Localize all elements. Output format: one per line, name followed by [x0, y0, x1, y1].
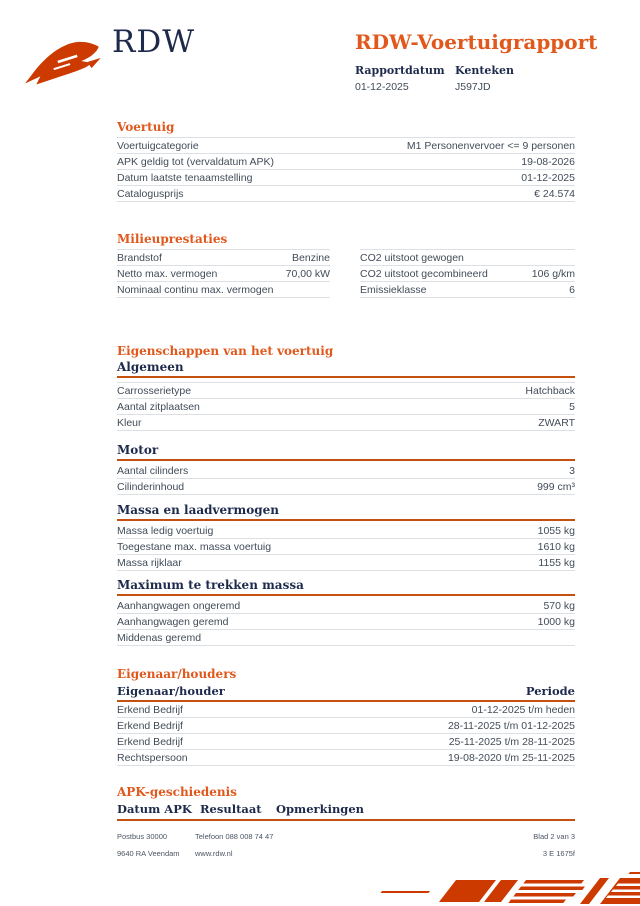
row-value: 570 kg [543, 599, 575, 612]
row-label: CO2 uitstoot gewogen [360, 251, 464, 264]
table-row [117, 154, 575, 170]
owner-table-header [117, 684, 575, 702]
section-title: Eigenaar/houders [117, 667, 237, 681]
owner-name: Erkend Bedrijf [117, 703, 183, 716]
license-plate-value: J597JD [455, 81, 491, 93]
row-label: Massa ledig voertuig [117, 524, 214, 537]
section-eigenaar-houders [117, 667, 575, 766]
table-row [117, 138, 575, 154]
footer-address-line1: Postbus 30000 [117, 832, 168, 841]
row-value: 01-12-2025 [521, 171, 575, 184]
col-datum-apk: Datum APK [117, 802, 192, 816]
row-label: APK geldig tot (vervaldatum APK) [117, 155, 274, 168]
report-date-value: 01-12-2025 [355, 81, 409, 93]
row-label: Cilinderinhoud [117, 480, 185, 493]
row-label: Kleur [117, 416, 142, 429]
footer-page-indicator: Blad 2 van 3 [533, 832, 575, 841]
owner-period: 19-08-2020 t/m 25-11-2025 [447, 751, 575, 764]
table-row [360, 250, 575, 266]
row-label: Aantal cilinders [117, 464, 189, 477]
row-label: Datum laatste tenaamstelling [117, 171, 253, 184]
subsection-title: Maximum te trekken massa [117, 578, 575, 596]
table-row [360, 266, 575, 282]
rdw-speed-graphic-icon [368, 872, 640, 906]
page-footer [117, 828, 575, 862]
table-row [360, 282, 575, 298]
owner-name: Rechtspersoon [117, 751, 188, 764]
section-eigenschappen-title [117, 344, 575, 361]
section-title: Voertuig [117, 120, 175, 134]
owner-name: Erkend Bedrijf [117, 719, 183, 732]
subsection-title: Algemeen [117, 360, 575, 378]
table-row [117, 266, 330, 282]
row-label: Emissieklasse [360, 283, 427, 296]
subsection-title: Massa en laadvermogen [117, 503, 575, 521]
table-row [117, 170, 575, 186]
table-row [117, 415, 575, 431]
table-row [117, 463, 575, 479]
row-value: 999 cm³ [537, 480, 575, 493]
owner-period: 01-12-2025 t/m heden [471, 703, 575, 716]
row-value: 1000 kg [537, 615, 575, 628]
section-voertuig [117, 120, 575, 202]
row-label: Voertuigcategorie [117, 139, 199, 152]
report-meta [355, 64, 555, 93]
col-owner: Eigenaar/houder [117, 684, 225, 698]
col-resultaat: Resultaat [200, 802, 262, 816]
table-row [117, 399, 575, 415]
owner-period: 28-11-2025 t/m 01-12-2025 [447, 719, 575, 732]
subsection-algemeen [117, 360, 575, 431]
table-row [117, 598, 575, 614]
table-row [117, 718, 575, 734]
owner-period: 25-11-2025 t/m 28-11-2025 [448, 735, 575, 748]
table-row [117, 750, 575, 766]
table-row [117, 479, 575, 495]
subsection-title: Motor [117, 443, 575, 461]
row-label: Aantal zitplaatsen [117, 400, 200, 413]
row-value: € 24.574 [534, 187, 575, 200]
table-row [117, 614, 575, 630]
license-plate-label: Kenteken [455, 64, 515, 77]
row-label: Brandstof [117, 251, 162, 264]
subsection-motor [117, 443, 575, 495]
footer-phone: Telefoon 088 008 74 47 [195, 832, 274, 841]
table-row [117, 282, 330, 298]
row-label: Nominaal continu max. vermogen [117, 283, 274, 296]
footer-website: www.rdw.nl [195, 849, 233, 858]
col-period: Periode [525, 684, 575, 698]
table-row [117, 702, 575, 718]
section-milieuprestaties [117, 232, 575, 298]
row-value: 1610 kg [537, 540, 575, 553]
row-value: Hatchback [525, 384, 575, 397]
page-title: RDW-Voertuigrapport [355, 30, 598, 54]
table-row [117, 630, 575, 646]
row-value: 3 [569, 464, 575, 477]
table-row [117, 734, 575, 750]
row-value: M1 Personenvervoer <= 9 personen [406, 139, 575, 152]
section-apk-geschiedenis [117, 785, 575, 821]
row-value: 19-08-2026 [521, 155, 575, 168]
col-opmerkingen: Opmerkingen [276, 802, 365, 816]
row-value: 70,00 kW [285, 267, 330, 280]
table-row [117, 250, 330, 266]
subsection-trekken-massa [117, 578, 575, 646]
row-value: 1155 kg [538, 556, 575, 569]
table-row [117, 186, 575, 202]
rdw-logo-icon [24, 38, 110, 86]
owner-name: Erkend Bedrijf [117, 735, 183, 748]
row-label: Netto max. vermogen [117, 267, 218, 280]
footer-doc-code: 3 E 1675f [542, 849, 575, 858]
row-label: Carrosserietype [117, 384, 192, 397]
row-label: Aanhangwagen ongeremd [117, 599, 241, 612]
section-title: APK-geschiedenis [117, 785, 237, 799]
row-label: CO2 uitstoot gecombineerd [360, 267, 488, 280]
rdw-logo-wordmark: RDW [112, 24, 196, 60]
row-label: Massa rijklaar [117, 556, 182, 569]
row-value: 1055 kg [537, 524, 575, 537]
row-label: Middenas geremd [117, 631, 202, 644]
row-value: 106 g/km [531, 267, 575, 280]
row-value: ZWART [538, 416, 575, 429]
report-date-label: Rapportdatum [355, 64, 445, 77]
row-value: 6 [569, 283, 575, 296]
section-title: Milieuprestaties [117, 232, 228, 246]
row-value: 5 [569, 400, 575, 413]
row-value: Benzine [292, 251, 330, 264]
table-row [117, 555, 575, 571]
table-row [117, 523, 575, 539]
apk-table-header [117, 802, 575, 821]
row-label: Toegestane max. massa voertuig [117, 540, 272, 553]
footer-address-line2: 9640 RA Veendam [117, 849, 180, 858]
row-label: Catalogusprijs [117, 187, 184, 200]
section-title: Eigenschappen van het voertuig [117, 344, 334, 358]
row-label: Aanhangwagen geremd [117, 615, 229, 628]
subsection-massa [117, 503, 575, 571]
table-row [117, 383, 575, 399]
table-row [117, 539, 575, 555]
